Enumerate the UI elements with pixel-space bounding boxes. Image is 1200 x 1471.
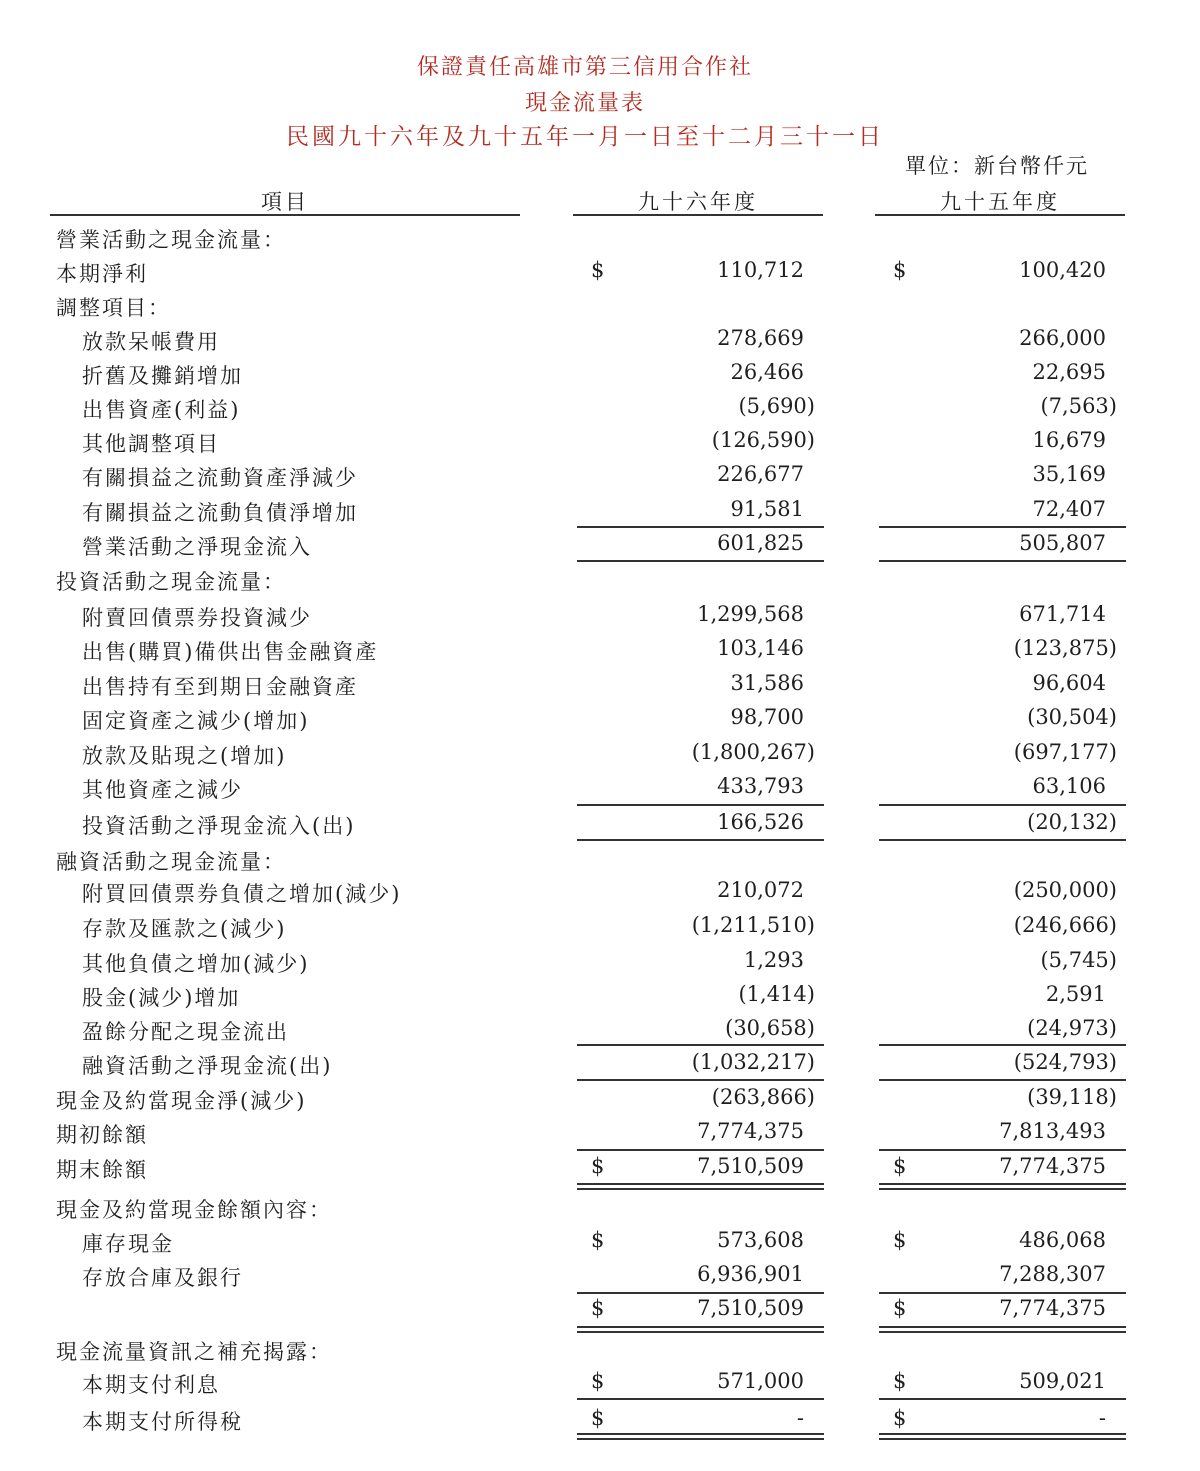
- value-96: 278,669: [717, 326, 804, 350]
- value-95: 96,604: [1032, 671, 1106, 695]
- value-96: -: [796, 1406, 804, 1430]
- currency-symbol: $: [893, 1369, 907, 1393]
- value-95: (5,745): [1040, 948, 1117, 972]
- value-96: 7,510,509: [697, 1296, 804, 1320]
- value-95: 486,068: [1019, 1228, 1106, 1252]
- row-label: 放款及貼現之(增加): [82, 744, 287, 768]
- row-label: 本期支付所得稅: [82, 1410, 243, 1434]
- value-96: 166,526: [717, 810, 804, 834]
- table-row: [0, 878, 1200, 912]
- row-label: 現金及約當現金餘額內容：: [56, 1198, 332, 1222]
- table-row: [0, 1194, 1200, 1228]
- value-96: (1,211,510): [691, 913, 815, 937]
- value-95: (39,118): [1027, 1085, 1117, 1109]
- row-label: 現金及約當現金淨(減少): [56, 1089, 307, 1113]
- subtotal-rule: [577, 804, 824, 806]
- subtotal-rule: [879, 526, 1126, 528]
- table-row: [0, 602, 1200, 636]
- value-95: 7,288,307: [999, 1262, 1106, 1286]
- row-label: 其他調整項目: [82, 432, 220, 456]
- row-label: 投資活動之現金流量：: [56, 570, 286, 594]
- value-95: (246,666): [1013, 913, 1117, 937]
- value-95: (123,875): [1013, 636, 1117, 660]
- row-label: 其他資產之減少: [82, 778, 243, 802]
- value-96: 226,677: [717, 462, 804, 486]
- table-row: [0, 1296, 1200, 1330]
- row-label: 有關損益之流動負債淨增加: [82, 501, 358, 525]
- table-row: [0, 1228, 1200, 1262]
- subtotal-rule: [879, 1292, 1126, 1294]
- currency-symbol: $: [591, 1228, 605, 1252]
- subtotal-rule: [879, 1079, 1126, 1081]
- value-96: 103,146: [717, 636, 804, 660]
- value-95: 2,591: [1045, 982, 1106, 1006]
- row-label: 折舊及攤銷增加: [82, 364, 243, 388]
- value-95: (24,973): [1027, 1016, 1117, 1040]
- table-row: [0, 846, 1200, 880]
- value-96: 571,000: [717, 1369, 804, 1393]
- subtotal-rule: [577, 1292, 824, 1294]
- row-label: 出售持有至到期日金融資產: [82, 675, 358, 699]
- row-label: 現金流量資訊之補充揭露：: [56, 1340, 332, 1364]
- subtotal-rule: [879, 560, 1126, 562]
- row-label: 融資活動之現金流量：: [56, 850, 286, 874]
- value-95: (524,793): [1013, 1050, 1117, 1074]
- value-96: (263,866): [711, 1085, 815, 1109]
- row-label: 放款呆帳費用: [82, 330, 220, 354]
- row-label: 盈餘分配之現金流出: [82, 1020, 289, 1044]
- subtotal-rule: [879, 839, 1126, 841]
- value-95: (20,132): [1027, 810, 1117, 834]
- value-96: (1,414): [738, 982, 815, 1006]
- subtotal-rule: [577, 1044, 824, 1046]
- value-96: 7,510,509: [697, 1154, 804, 1178]
- value-96: 1,299,568: [697, 602, 804, 626]
- currency-symbol: $: [893, 1296, 907, 1320]
- row-label: 本期淨利: [56, 262, 148, 286]
- total-double-rule: [879, 1326, 1126, 1333]
- value-96: 573,608: [717, 1228, 804, 1252]
- value-96: (1,032,217): [691, 1050, 815, 1074]
- column-header-95: 九十五年度: [940, 190, 1060, 214]
- table-row: [0, 566, 1200, 600]
- table-row: [0, 326, 1200, 360]
- table-row: [0, 1336, 1200, 1370]
- subtotal-rule: [879, 1149, 1126, 1151]
- value-95: 266,000: [1019, 326, 1106, 350]
- row-label: 固定資產之減少(增加): [82, 709, 310, 733]
- value-95: 7,774,375: [999, 1154, 1106, 1178]
- total-double-rule: [577, 1326, 824, 1333]
- header-rule-96: [573, 214, 823, 216]
- row-label: 期初餘額: [56, 1123, 148, 1147]
- currency-symbol: $: [591, 1154, 605, 1178]
- value-96: 98,700: [730, 705, 804, 729]
- currency-symbol: $: [893, 1154, 907, 1178]
- currency-symbol: $: [591, 1406, 605, 1430]
- value-96: 433,793: [717, 774, 804, 798]
- value-96: 6,936,901: [697, 1262, 804, 1286]
- value-95: 16,679: [1032, 428, 1106, 452]
- value-95: 505,807: [1019, 531, 1106, 555]
- value-95: 22,695: [1032, 360, 1106, 384]
- row-label: 融資活動之淨現金流(出): [82, 1054, 333, 1078]
- row-label: 本期支付利息: [82, 1373, 220, 1397]
- header-rule-item: [50, 214, 520, 216]
- column-header-item: 項目: [261, 190, 309, 214]
- table-row: [0, 1262, 1200, 1296]
- row-label: 附買回債票券負債之增加(減少): [82, 882, 402, 906]
- value-95: (7,563): [1040, 394, 1117, 418]
- value-95: (250,000): [1013, 878, 1117, 902]
- table-row: [0, 258, 1200, 292]
- row-label: 營業活動之現金流量：: [56, 228, 286, 252]
- statement-title: 現金流量表: [524, 91, 645, 116]
- value-96: (5,690): [738, 394, 815, 418]
- table-row: [0, 462, 1200, 496]
- value-96: 31,586: [730, 671, 804, 695]
- currency-symbol: $: [893, 258, 907, 282]
- value-95: 35,169: [1032, 462, 1106, 486]
- currency-symbol: $: [591, 258, 605, 282]
- value-95: 72,407: [1032, 497, 1106, 521]
- table-row: [0, 1119, 1200, 1153]
- value-96: (30,658): [725, 1016, 815, 1040]
- subtotal-rule: [879, 1044, 1126, 1046]
- value-96: 91,581: [730, 497, 804, 521]
- subtotal-rule: [577, 1149, 824, 1151]
- currency-symbol: $: [893, 1406, 907, 1430]
- row-label: 期末餘額: [56, 1158, 148, 1182]
- row-label: 出售資產(利益): [82, 398, 241, 422]
- value-95: 671,714: [1019, 602, 1106, 626]
- table-row: [0, 705, 1200, 739]
- table-row: [0, 671, 1200, 705]
- currency-symbol: $: [893, 1228, 907, 1252]
- value-96: (126,590): [711, 428, 815, 452]
- subtotal-rule: [577, 560, 824, 562]
- table-row: [0, 428, 1200, 462]
- row-label: 庫存現金: [82, 1232, 174, 1256]
- column-header-96: 九十六年度: [638, 190, 758, 214]
- value-96: (1,800,267): [691, 740, 815, 764]
- value-95: 7,774,375: [999, 1296, 1106, 1320]
- value-95: (30,504): [1027, 705, 1117, 729]
- value-96: 110,712: [717, 258, 804, 282]
- table-row: [0, 740, 1200, 774]
- header-rule-95: [875, 214, 1125, 216]
- subtotal-rule: [577, 1398, 824, 1400]
- value-95: 7,813,493: [999, 1119, 1106, 1143]
- table-row: [0, 948, 1200, 982]
- value-95: 63,106: [1032, 774, 1106, 798]
- value-95: 509,021: [1019, 1369, 1106, 1393]
- table-row: [0, 292, 1200, 326]
- currency-symbol: $: [591, 1296, 605, 1320]
- total-double-rule: [879, 1183, 1126, 1190]
- row-label: 營業活動之淨現金流入: [82, 535, 312, 559]
- row-label: 存款及匯款之(減少): [82, 917, 287, 941]
- row-label: 投資活動之淨現金流入(出): [82, 814, 356, 838]
- row-label: 出售(購買)備供出售金融資產: [82, 640, 379, 664]
- subtotal-rule: [577, 1079, 824, 1081]
- total-double-rule: [879, 1433, 1126, 1440]
- currency-unit: 單位：新台幣仟元: [905, 154, 1089, 178]
- table-row: [0, 360, 1200, 394]
- row-label: 附賣回債票券投資減少: [82, 606, 312, 630]
- company-name: 保證責任高雄市第三信用合作社: [416, 55, 753, 80]
- row-label: 存放合庫及銀行: [82, 1266, 243, 1290]
- value-96: 7,774,375: [697, 1119, 804, 1143]
- value-95: 100,420: [1019, 258, 1106, 282]
- currency-symbol: $: [591, 1369, 605, 1393]
- value-96: 26,466: [730, 360, 804, 384]
- row-label: 調整項目：: [56, 296, 171, 320]
- value-96: 1,293: [743, 948, 804, 972]
- value-95: (697,177): [1013, 740, 1117, 764]
- table-row: [0, 394, 1200, 428]
- table-row: [0, 636, 1200, 670]
- row-label: 股金(減少)增加: [82, 986, 241, 1010]
- value-96: 601,825: [717, 531, 804, 555]
- value-96: 210,072: [717, 878, 804, 902]
- table-row: [0, 774, 1200, 808]
- total-double-rule: [577, 1433, 824, 1440]
- subtotal-rule: [577, 526, 824, 528]
- table-row: [0, 224, 1200, 258]
- total-double-rule: [577, 1183, 824, 1190]
- subtotal-rule: [879, 804, 1126, 806]
- value-95: -: [1098, 1406, 1106, 1430]
- row-label: 有關損益之流動資產淨減少: [82, 466, 358, 490]
- subtotal-rule: [577, 839, 824, 841]
- statement-period: 民國九十六年及九十五年一月一日至十二月三十一日: [286, 124, 884, 150]
- table-row: [0, 1085, 1200, 1119]
- subtotal-rule: [879, 1398, 1126, 1400]
- row-label: 其他負債之增加(減少): [82, 952, 310, 976]
- table-row: [0, 982, 1200, 1016]
- table-row: [0, 913, 1200, 947]
